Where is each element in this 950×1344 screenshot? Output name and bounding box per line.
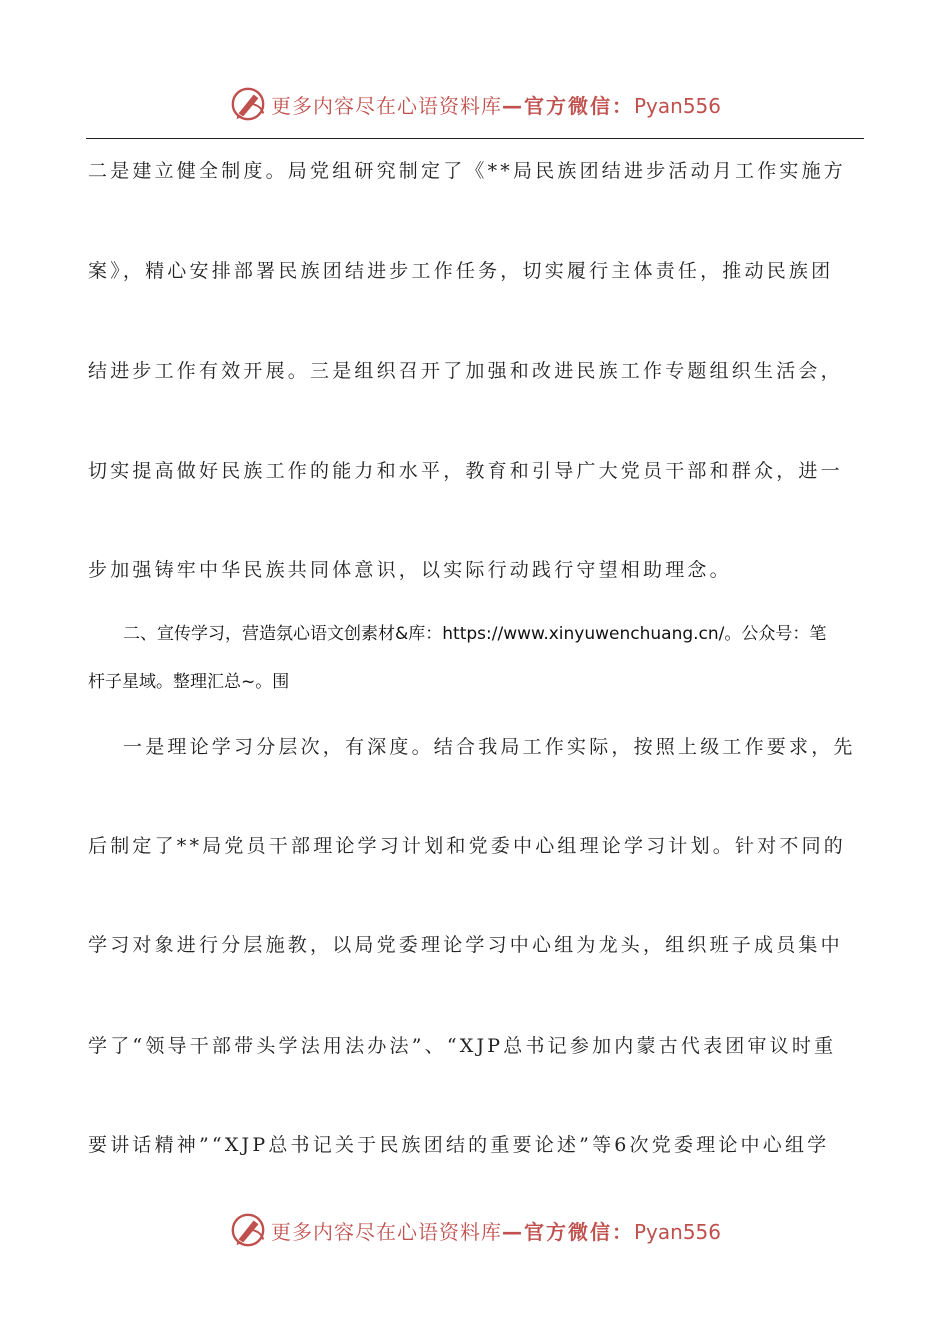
header-banner-text: [271, 90, 721, 119]
banner-tail: —官方微信：: [501, 93, 634, 118]
text-line: 二是建立健全制度。局党组研究制定了《**局民族团结进步活动月工作实施方: [88, 160, 847, 182]
pen-nib-logo-icon: [229, 1211, 267, 1249]
banner-wechat-id: Pyan556: [633, 1219, 721, 1244]
text-line: 切实提高做好民族工作的能力和水平，教育和引导广大党员干部和群众，进一: [88, 460, 843, 482]
text-line: 步加强铸牢中华民族共同体意识，以实际行动践行守望相助理念。: [88, 559, 732, 581]
banner-title: 更多内容尽在心语资料库: [270, 1219, 502, 1244]
footer-banner: [0, 1210, 950, 1250]
section-heading-cont: 杆子星域。整理汇总~。围: [88, 672, 290, 692]
pen-nib-logo-icon: [229, 85, 267, 123]
footer-banner-text: [271, 1216, 721, 1245]
banner-title: 更多内容尽在心语资料库: [270, 93, 502, 118]
text-line: 学习对象进行分层施教，以局党委理论学习中心组为龙头，组织班子成员集中: [88, 934, 843, 956]
header-rule: [86, 138, 864, 139]
text-line: 案》，精心安排部署民族团结进步工作任务，切实履行主体责任，推动民族团: [88, 260, 834, 282]
text-line: 学了“领导干部带头学法用法办法”、“XJP总书记参加内蒙古代表团审议时重: [88, 1035, 837, 1057]
text-line: 后制定了**局党员干部理论学习计划和党委中心组理论学习计划。针对不同的: [88, 835, 847, 857]
header-banner: [0, 84, 950, 124]
text-line: 要讲话精神”“XJP总书记关于民族团结的重要论述”等6次党委理论中心组学: [88, 1134, 830, 1156]
text-line: 结进步工作有效开展。三是组织召开了加强和改进民族工作专题组织生活会，: [88, 360, 843, 382]
text-line: 一是理论学习分层次，有深度。结合我局工作实际，按照上级工作要求，先: [123, 736, 856, 758]
banner-wechat-id: Pyan556: [633, 93, 721, 118]
banner-tail: —官方微信：: [501, 1219, 634, 1244]
section-heading: 二、宣传学习，营造氛心语文创素材&库：https://www.xinyuwenchuang.cn/。公众号：笔: [123, 624, 827, 644]
